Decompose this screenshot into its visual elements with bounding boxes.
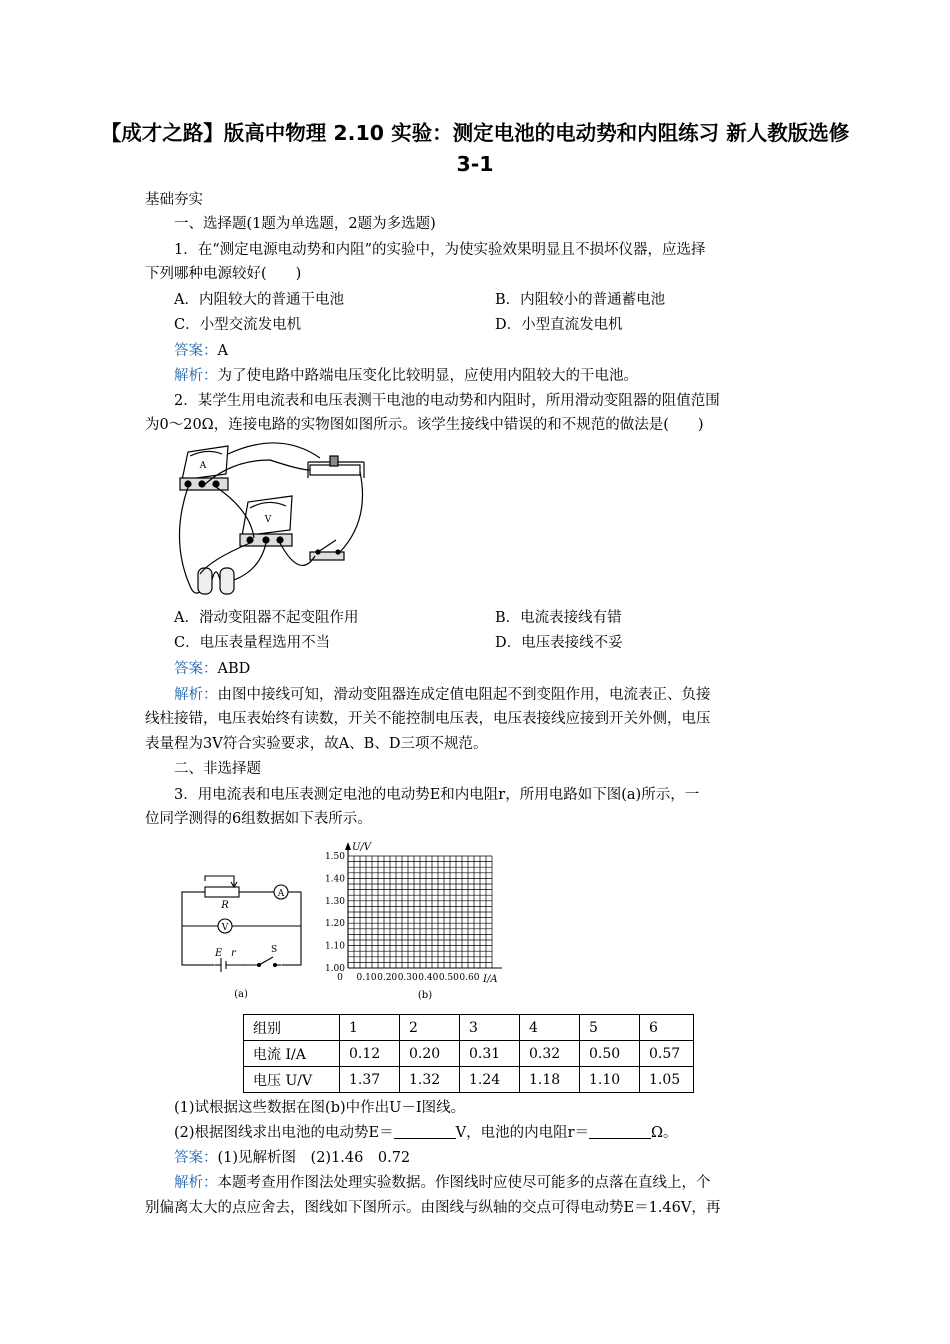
q1-stem-line2: 下列哪种电源较好( ) [145,266,302,282]
analysis-text: 为了使电路中路端电压变化比较明显，应使用内阻较大的干电池。 [217,368,638,384]
x-tick-label: 0.20 [377,973,398,983]
figure-a-caption: (a) [234,989,248,1000]
resistance-blank[interactable] [589,1124,651,1139]
answer-label: 答案： [174,343,218,359]
q2-stem-line2: 为0～20Ω，连接电路的实物图如图所示。该学生接线中错误的和不规范的做法是( ) [145,417,704,433]
y-tick-label: 1.50 [324,852,345,862]
q2-option-c: C．电压表量程选用不当 [174,635,331,651]
x-tick-label: 0 [337,973,343,983]
table-cell: 0.12 [340,1041,400,1067]
table-cell: 1.32 [400,1067,460,1093]
x-axis-label: I/A [483,974,498,985]
data-table [243,1014,694,1093]
table-cell: 1.24 [460,1067,520,1093]
circuit-diagram [175,868,315,1006]
q3-answer [174,1147,410,1169]
switch-label: S [271,945,278,955]
q1-option-c: C．小型交流发电机 [174,317,302,333]
ui-graph [320,838,510,1008]
analysis-label: 解析： [174,368,218,384]
table-cell: 6 [640,1015,694,1041]
q3-stem-line2: 位同学测得的6组数据如下表所示。 [145,811,372,827]
q2-option-b: B．电流表接线有错 [495,610,622,626]
resistor-label: R [221,900,229,911]
x-tick-label: 0.30 [397,973,418,983]
q1-stem-line1: 1．在“测定电源电动势和内阻”的实验中，为使实验效果明显且不损坏仪器，应选择 [174,242,706,258]
y-tick-label: 1.20 [324,919,345,930]
table-row [244,1041,694,1067]
table-cell: 2 [400,1015,460,1041]
ammeter-label: A [199,461,207,471]
table-cell: 电流 I/A [244,1041,340,1067]
q1-answer [174,340,228,362]
x-tick-label: 0.40 [418,973,439,983]
answer-value: ABD [217,661,251,677]
table-row [244,1067,694,1093]
figure-b-caption: (b) [417,990,433,1001]
emf-blank[interactable] [394,1124,456,1139]
q2-analysis-line1 [174,684,711,706]
q1-option-b: B．内阻较小的普通蓄电池 [495,292,666,308]
table-cell: 组别 [244,1015,340,1041]
sub2-text: Ω。 [651,1125,678,1141]
answer-label: 答案： [174,1150,218,1166]
table-cell: 1.05 [640,1067,694,1093]
analysis-label: 解析： [174,1175,218,1191]
table-cell: 0.32 [520,1041,580,1067]
q3-stem-line1: 3．用电流表和电压表测定电池的电动势E和内电阻r，所用电路如下图(a)所示，一 [174,787,700,803]
analysis-text: 由图中接线可知，滑动变阻器连成定值电阻起不到变阻作用，电流表正、负接 [217,687,711,703]
table-cell: 电压 U/V [244,1067,340,1093]
q1-option-d: D．小型直流发电机 [495,317,623,333]
q2-option-d: D．电压表接线不妥 [495,635,623,651]
q2-option-a: A．滑动变阻器不起变阻作用 [174,610,359,626]
table-cell: 0.50 [580,1041,640,1067]
x-tick-label: 0.10 [356,973,377,983]
q2-stem-line1: 2．某学生用电流表和电压表测干电池的电动势和内阻时，所用滑动变阻器的阻值范围 [174,393,720,409]
y-axis-label: U/V [352,842,372,853]
q1-option-a: A．内阻较大的普通干电池 [174,292,344,308]
internal-r-label: r [231,948,236,959]
answer-value: A [217,343,228,359]
analysis-label: 解析： [174,687,218,703]
table-cell: 4 [520,1015,580,1041]
y-tick-label: 1.10 [324,941,345,952]
q2-apparatus-figure [170,440,380,600]
x-tick-label: 0.50 [438,973,459,983]
q1-analysis [174,365,638,387]
emf-label: E [215,948,223,959]
q3-analysis-line1 [174,1172,711,1194]
q2-answer [174,658,250,680]
q3-analysis-line2: 别偏离太大的点应舍去，图线如下图所示。由图线与纵轴的交点可得电动势E＝1.46V，再 [145,1200,721,1216]
voltmeter-label: V [264,515,272,525]
table-cell: 1 [340,1015,400,1041]
table-cell: 1.37 [340,1067,400,1093]
table-cell: 1.10 [580,1067,640,1093]
q2-analysis-line2: 线柱接错，电压表始终有读数，开关不能控制电压表，电压表接线应接到开关外侧，电压 [145,711,711,727]
sub2-text: (2)根据图线求出电池的电动势E＝ [174,1125,394,1141]
voltmeter-label: V [221,923,229,933]
table-cell: 0.57 [640,1041,694,1067]
y-tick-label: 1.40 [324,874,345,885]
q3-sub1: (1)试根据这些数据在图(b)中作出U－I图线。 [174,1100,466,1116]
analysis-text: 本题考查用作图法处理实验数据。作图线时应使尽可能多的点落在直线上，个 [217,1175,711,1191]
answer-label: 答案： [174,661,218,677]
table-cell: 0.20 [400,1041,460,1067]
q3-sub2 [174,1122,678,1144]
q2-analysis-line3: 表量程为3V符合实验要求，故A、B、D三项不规范。 [145,736,488,752]
sub2-text: V，电池的内电阻r＝ [455,1125,590,1141]
ammeter-label: A [277,889,285,899]
table-row [244,1015,694,1041]
table-cell: 5 [580,1015,640,1041]
part-two-heading: 二、非选择题 [174,761,261,777]
y-tick-label: 1.00 [324,964,345,974]
x-tick-label: 0.60 [459,973,480,983]
page-title: 【成才之路】版高中物理 2.10 实验：测定电池的电动势和内阻练习 新人教版选修3-1 [100,121,850,176]
table-cell: 3 [460,1015,520,1041]
table-cell: 0.31 [460,1041,520,1067]
y-tick-label: 1.30 [324,896,345,907]
answer-value: (1)见解析图 (2)1.46 0.72 [217,1150,411,1166]
part-one-heading: 一、选择题(1题为单选题，2题为多选题) [174,216,436,232]
table-cell: 1.18 [520,1067,580,1093]
section-heading: 基础夯实 [145,192,203,208]
